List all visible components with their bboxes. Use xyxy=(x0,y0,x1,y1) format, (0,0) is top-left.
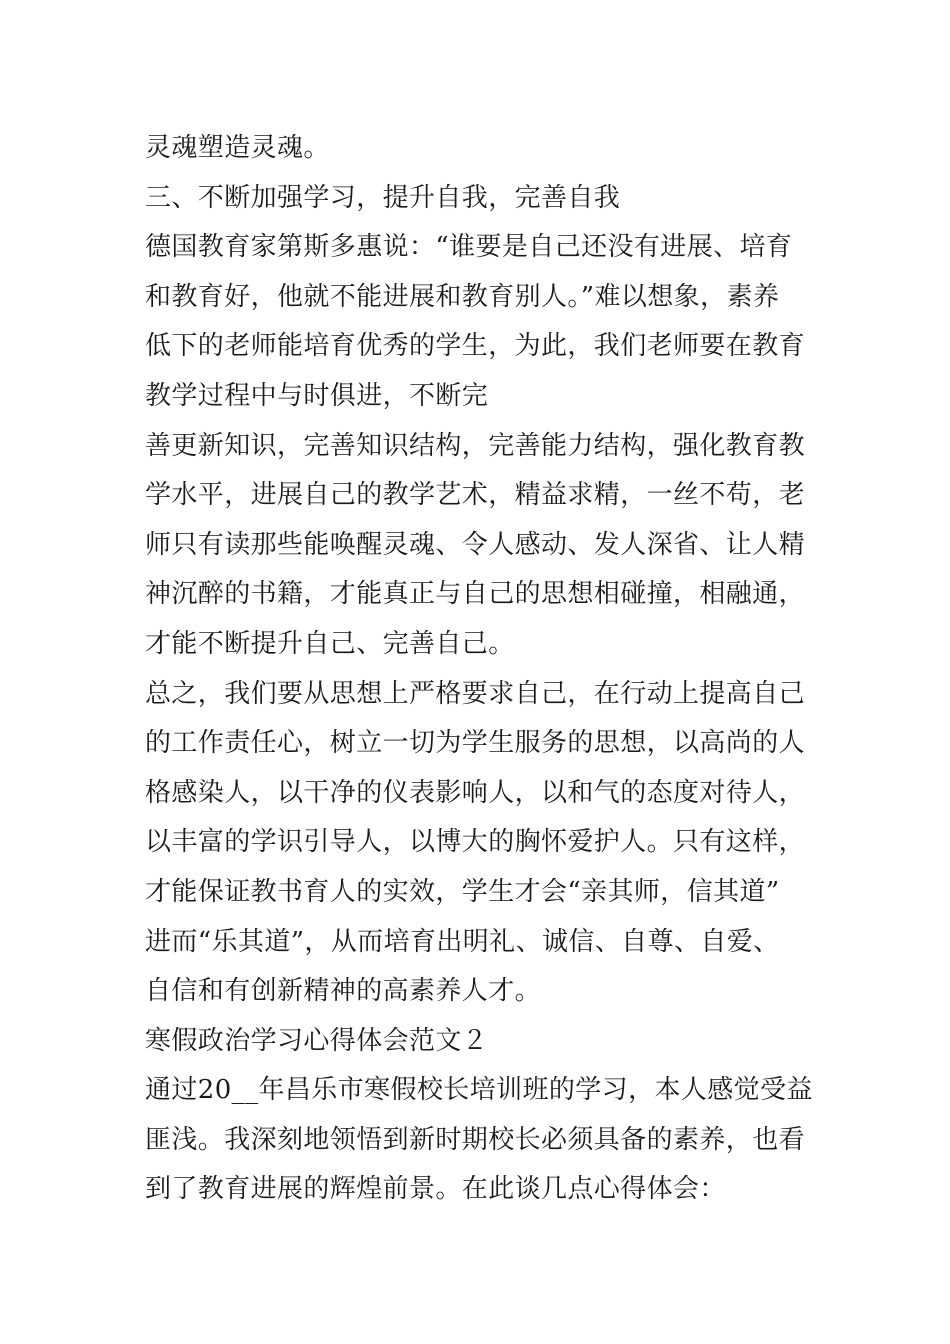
text-line: 到了教育进展的辉煌前景。在此谈几点心得体会： xyxy=(145,1174,726,1205)
article-title: 寒假政治学习心得体会范文２ xyxy=(145,1025,489,1056)
text-line: 自信和有创新精神的高素养人才。 xyxy=(145,976,542,1007)
text-line: 低下的老师能培育优秀的学生，为此，我们老师要在教育 xyxy=(145,331,806,362)
text-line: 德国教育家第斯多惠说：“谁要是自己还没有进展、培育 xyxy=(145,232,793,263)
section-heading: 三、不断加强学习，提升自我，完善自我 xyxy=(145,182,621,213)
text-line: 灵魂塑造灵魂。 xyxy=(145,133,330,163)
text-line: 才能不断提升自己、完善自己。 xyxy=(145,628,515,659)
text-line: 善更新知识，完善知识结构，完善能力结构，强化教育教 xyxy=(145,430,806,461)
text-line: 格感染人，以干净的仪表影响人，以和气的态度对待人， xyxy=(145,777,806,808)
text-line: 和教育好，他就不能进展和教育别人。”难以想象，素养 xyxy=(145,281,780,312)
text-line: 教学过程中与时俱进，不断完 xyxy=(145,380,489,411)
text-line: 以丰富的学识引导人，以博大的胸怀爱护人。只有这样， xyxy=(145,827,806,858)
document-body xyxy=(145,124,815,1215)
text-line: 通过20__年昌乐市寒假校长培训班的学习，本人感觉受益 xyxy=(145,1075,813,1106)
text-line: 进而“乐其道”，从而培育出明礼、诚信、自尊、自爱、 xyxy=(145,926,780,957)
text-line: 才能保证教书育人的实效，学生才会“亲其师，信其道” xyxy=(145,876,780,907)
text-line: 神沉醉的书籍，才能真正与自己的思想相碰撞，相融通， xyxy=(145,579,806,610)
text-line: 匪浅。我深刻地领悟到新时期校长必须具备的素养，也看 xyxy=(145,1124,806,1155)
text-line: 师只有读那些能唤醒灵魂、令人感动、发人深省、让人精 xyxy=(145,529,806,560)
text-line: 总之，我们要从思想上严格要求自己，在行动上提高自己 xyxy=(145,678,806,709)
text-line: 学水平，进展自己的教学艺术，精益求精，一丝不苟，老 xyxy=(145,480,806,511)
text-line: 的工作责任心，树立一切为学生服务的思想，以高尚的人 xyxy=(145,728,806,759)
